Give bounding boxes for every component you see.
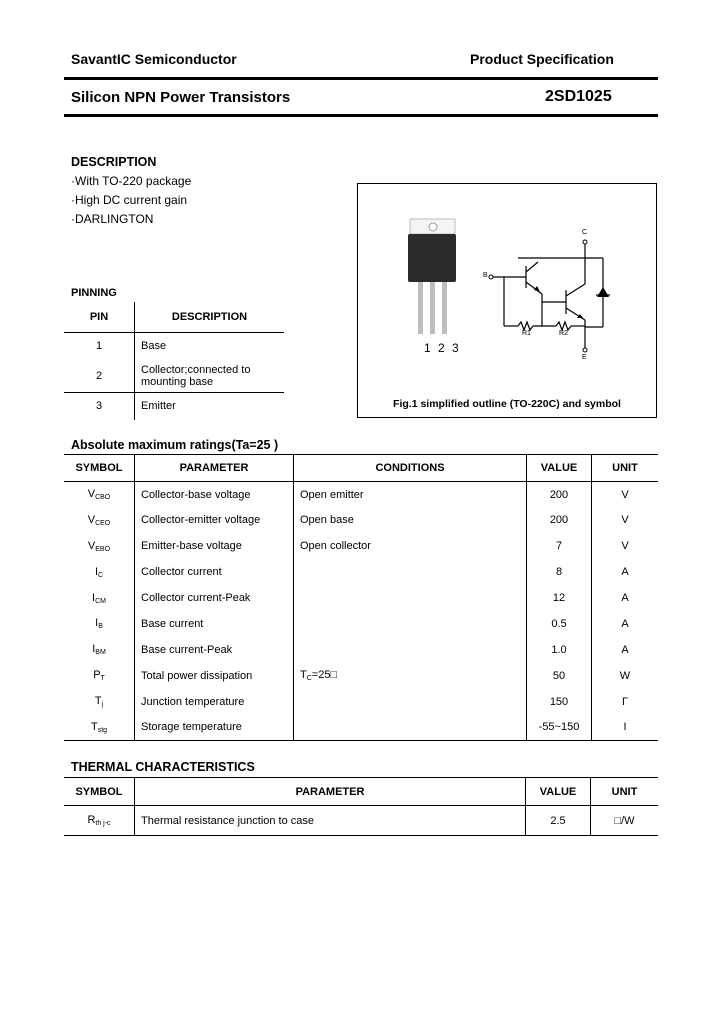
label-e: E: [582, 354, 587, 361]
description-item: ·High DC current gain: [71, 193, 188, 207]
symbol-sub: j: [101, 701, 104, 709]
header-rule-bottom: [64, 114, 658, 117]
cond-main: T: [300, 669, 307, 682]
rating-parameter: Total power dissipation: [135, 663, 294, 689]
symbol-main: T: [94, 695, 102, 708]
rating-value: 150: [527, 689, 592, 715]
abs-max-table: [64, 454, 658, 741]
cond-sub: C: [306, 675, 312, 683]
figure-caption: Fig.1 simplified outline (TO-220C) and symbol: [393, 398, 621, 410]
symbol-sub: T: [100, 675, 105, 683]
pin-number: 2: [64, 360, 135, 392]
rating-conditions: [294, 611, 527, 637]
symbol-sub: B: [98, 623, 103, 631]
rating-unit: A: [592, 611, 659, 637]
rating-parameter: Collector current-Peak: [135, 585, 294, 611]
symbol-sub: BM: [95, 649, 106, 657]
symbol-main: I: [92, 591, 96, 604]
table-row: [64, 533, 658, 559]
pin-number: 1: [95, 340, 103, 353]
table-row: [64, 482, 658, 508]
rating-conditions: [294, 533, 527, 559]
doc-type: Product Specification: [470, 51, 614, 67]
pin-header: PIN: [64, 302, 135, 332]
pin-desc-line: mounting base: [141, 375, 214, 388]
rating-value: 12: [527, 585, 592, 611]
rating-symbol: [64, 482, 135, 508]
rating-value: 50: [527, 663, 592, 689]
table-row: [64, 637, 658, 663]
pin-desc-header: DESCRIPTION: [135, 302, 285, 332]
rating-symbol: [64, 611, 135, 637]
col-parameter: PARAMETER: [135, 778, 526, 806]
rating-unit: Ι: [592, 715, 659, 741]
symbol-sub: CBO: [95, 494, 111, 502]
rating-symbol: [64, 689, 135, 715]
rating-symbol: [64, 585, 135, 611]
symbol-sub: CM: [95, 597, 106, 605]
col-conditions: CONDITIONS: [294, 455, 527, 482]
rating-parameter: Storage temperature: [135, 715, 294, 741]
rating-conditions: [294, 482, 527, 508]
symbol-main: I: [92, 643, 96, 656]
table-row: [64, 559, 658, 585]
table-row: [64, 663, 658, 689]
cond-tail: =25□: [311, 669, 338, 682]
label-c: C: [582, 229, 588, 236]
rating-parameter: Junction temperature: [135, 689, 294, 715]
rating-value: 0.5: [527, 611, 592, 637]
table-row: [64, 611, 658, 637]
thermal-symbol: [64, 806, 135, 836]
symbol-main: V: [87, 539, 96, 552]
cond-text: Open collector: [300, 540, 371, 553]
thermal-table: [64, 777, 658, 836]
pin-desc: Base: [135, 332, 285, 360]
thermal-parameter: Thermal resistance junction to case: [135, 806, 526, 836]
company-name: SavantIC Semiconductor: [71, 51, 237, 67]
thermal-value: 2.5: [526, 806, 591, 836]
rating-symbol: [64, 507, 135, 533]
rating-conditions: [294, 715, 527, 741]
rating-conditions: [294, 689, 527, 715]
pin-desc-line: Collector;connected to: [141, 363, 251, 376]
rating-parameter: Base current-Peak: [135, 637, 294, 663]
rating-unit: V: [592, 482, 659, 508]
symbol-main: T: [90, 720, 98, 733]
col-value: VALUE: [526, 778, 591, 806]
pin-desc: Emitter: [135, 392, 285, 420]
symbol-main: V: [87, 513, 96, 526]
header-rule-top: [64, 77, 658, 80]
rating-parameter: Collector-base voltage: [135, 482, 294, 508]
description-item: ·With TO-220 package: [71, 174, 192, 188]
table-row: [64, 507, 658, 533]
symbol-sub: stg: [97, 726, 108, 734]
pinning-table: [64, 302, 284, 420]
rating-unit: A: [592, 637, 659, 663]
rating-unit: A: [592, 585, 659, 611]
pin-number: 3: [95, 400, 103, 413]
thermal-title: THERMAL CHARACTERISTICS: [71, 760, 255, 774]
col-symbol: SYMBOL: [64, 778, 135, 806]
col-symbol: SYMBOL: [64, 455, 135, 482]
col-value: VALUE: [527, 455, 592, 482]
figure-box: [357, 183, 657, 418]
rating-parameter: Collector-emitter voltage: [135, 507, 294, 533]
col-parameter: PARAMETER: [135, 455, 294, 482]
rating-unit: V: [592, 507, 659, 533]
to220-package-drawing: [358, 184, 656, 417]
abs-max-title: Absolute maximum ratings(Ta=25 ): [71, 438, 279, 452]
col-unit: UNIT: [591, 778, 659, 806]
cond-text: Open base: [300, 514, 354, 527]
pin-desc: [135, 360, 285, 392]
rating-value: 8: [527, 559, 592, 585]
rating-unit: Γ: [592, 689, 659, 715]
rating-conditions: [294, 585, 527, 611]
cond-text: Open emitter: [300, 488, 364, 501]
rating-parameter: Emitter-base voltage: [135, 533, 294, 559]
label-r1: R1: [522, 330, 531, 337]
symbol-main: P: [93, 669, 101, 682]
symbol-sub: th j-c: [95, 820, 111, 827]
rating-unit: A: [592, 559, 659, 585]
table-row: [64, 585, 658, 611]
rating-value: 200: [527, 482, 592, 508]
description-item: ·DARLINGTON: [71, 212, 154, 226]
rating-value: 7: [527, 533, 592, 559]
table-row: [64, 715, 658, 741]
rating-value: 1.0: [527, 637, 592, 663]
pin-numbers: 1 2 3: [424, 341, 461, 355]
rating-symbol: [64, 663, 135, 689]
label-b: B: [483, 272, 488, 279]
symbol-main: I: [94, 565, 98, 578]
rating-unit: V: [592, 533, 659, 559]
rating-symbol: [64, 559, 135, 585]
rating-conditions: [294, 559, 527, 585]
rating-parameter: Collector current: [135, 559, 294, 585]
table-row: [64, 689, 658, 715]
rating-symbol: [64, 637, 135, 663]
symbol-sub: CEO: [95, 519, 111, 527]
symbol-main: I: [95, 617, 99, 630]
rating-conditions: [294, 637, 527, 663]
label-r2: R2: [559, 330, 568, 337]
thermal-unit: □/W: [591, 806, 659, 836]
symbol-sub: C: [98, 571, 104, 579]
part-number: 2SD1025: [545, 88, 612, 105]
rating-conditions: [294, 663, 527, 689]
pinning-title: PINNING: [71, 287, 117, 299]
rating-value: -55~150: [527, 715, 592, 741]
symbol-main: V: [87, 488, 96, 501]
symbol-main: R: [87, 814, 96, 826]
rating-symbol: [64, 715, 135, 741]
rating-value: 200: [527, 507, 592, 533]
rating-symbol: [64, 533, 135, 559]
product-line: Silicon NPN Power Transistors: [71, 89, 291, 106]
rating-parameter: Base current: [135, 611, 294, 637]
rating-unit: W: [592, 663, 659, 689]
col-unit: UNIT: [592, 455, 659, 482]
description-title: DESCRIPTION: [71, 155, 157, 169]
symbol-sub: EBO: [95, 545, 111, 553]
rating-conditions: [294, 507, 527, 533]
